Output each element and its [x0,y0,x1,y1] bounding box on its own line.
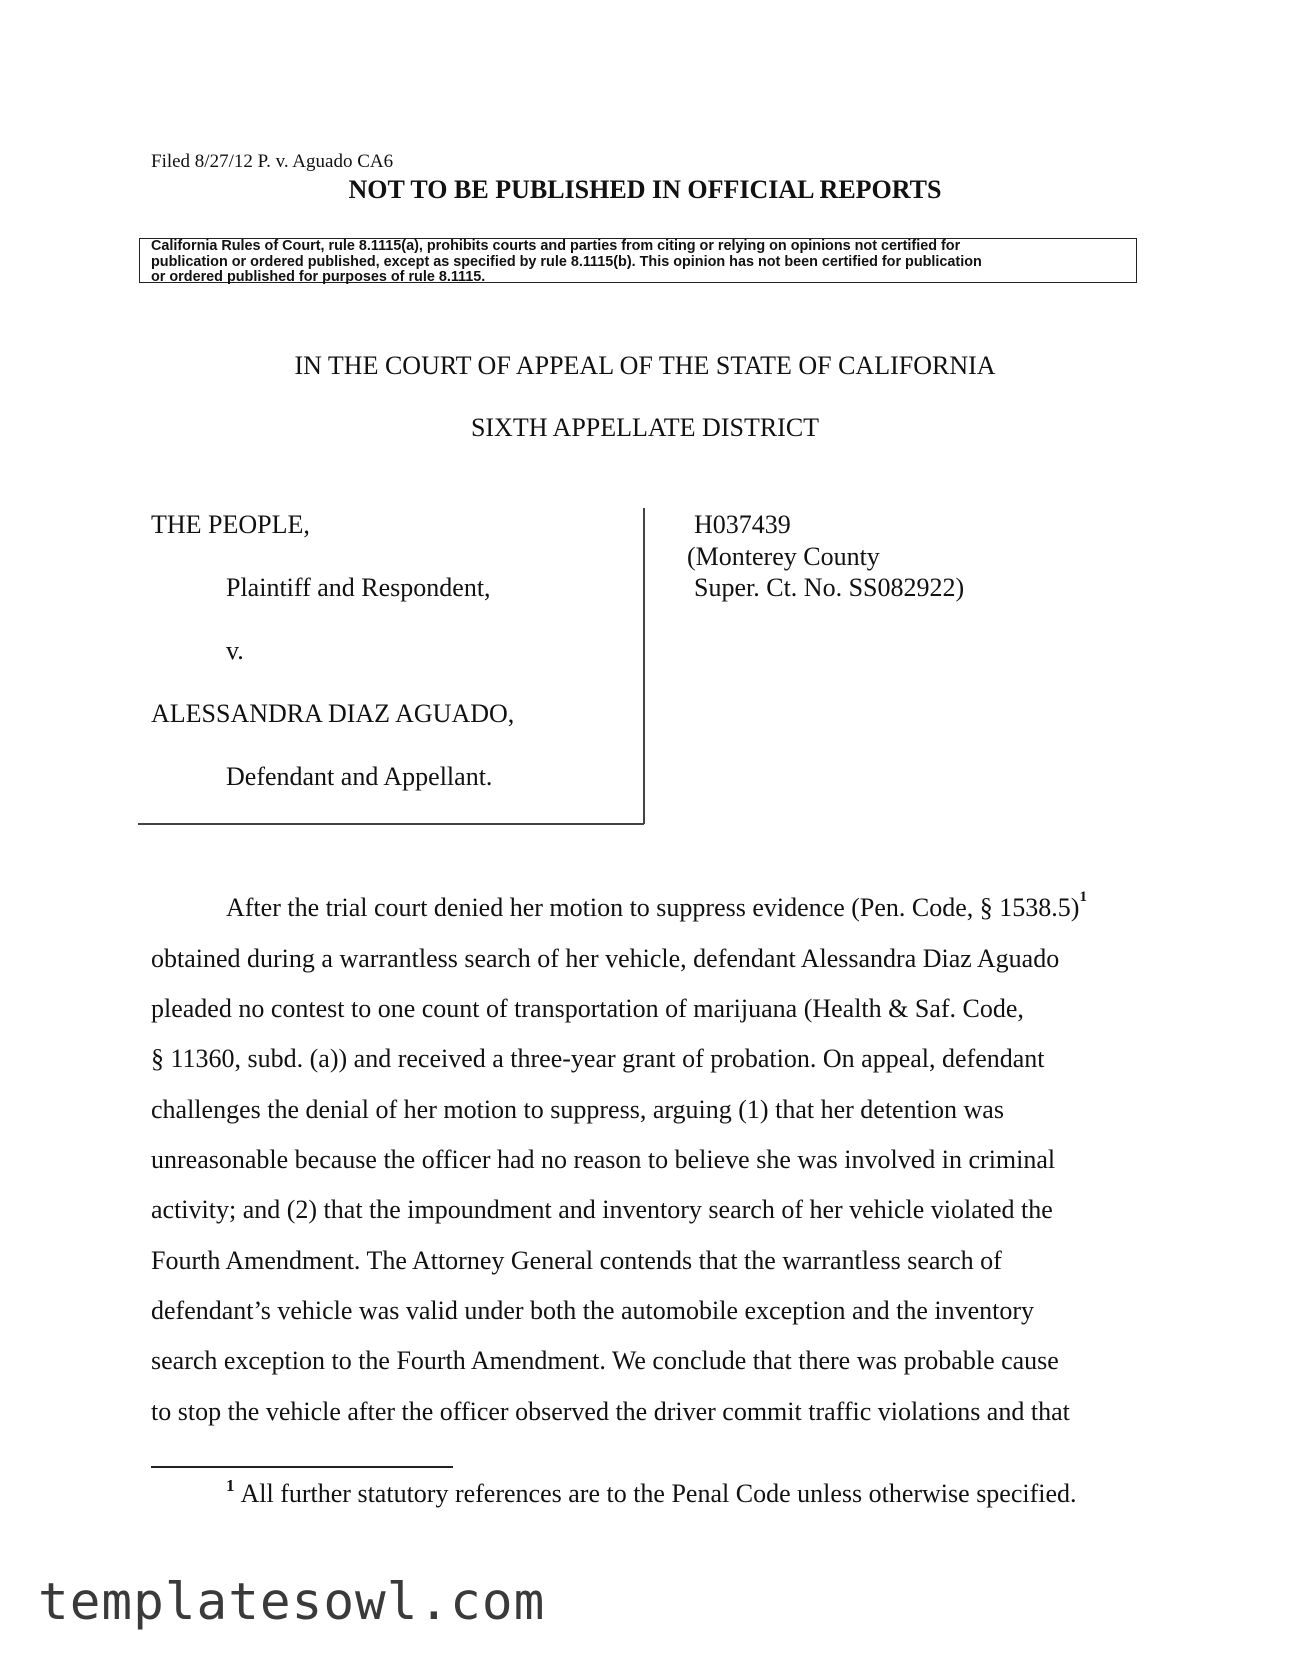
rule-notice-line: California Rules of Court, rule 8.1115(a), prohibits courts and parties from citing or relying on opinions not certified for [151,238,961,254]
rule-notice-line: or ordered published for purposes of rule 8.1115. [151,269,486,285]
body-line: defendant’s vehicle was valid under both the automobile exception and the inventory [151,1296,1035,1325]
county-line: (Monterey County [687,542,880,571]
court-name: IN THE COURT OF APPEAL OF THE STATE OF CALIFORNIA [294,351,996,380]
appellate-district: SIXTH APPELLATE DISTRICT [470,413,820,442]
footnote-reference: 1 [1079,889,1087,905]
body-line: to stop the vehicle after the officer observed the driver commit traffic violations and that [151,1397,1070,1426]
watermark: templatesowl.com [38,1573,546,1632]
body-line: Fourth Amendment. The Attorney General contends that the warrantless search of [151,1246,1002,1275]
body-line: pleaded no contest to one count of transportation of marijuana (Health & Saf. Code, [151,994,1024,1023]
plaintiff-role: Plaintiff and Respondent, [226,573,491,602]
defendant-role: Defendant and Appellant. [226,762,493,791]
defendant-name: ALESSANDRA DIAZ AGUADO, [151,699,515,728]
publication-status: NOT TO BE PUBLISHED IN OFFICIAL REPORTS [348,175,942,204]
body-line: § 11360, subd. (a)) and received a three-year grant of probation. On appeal, defendant [151,1044,1045,1073]
body-line: activity; and (2) that the impoundment and inventory search of her vehicle violated the [151,1195,1053,1224]
body-line: obtained during a warrantless search of her vehicle, defendant Alessandra Diaz Aguado [151,944,1060,973]
versus: v. [226,636,244,665]
case-number: H037439 [694,510,791,539]
footnote-text: All further statutory references are to the Penal Code unless otherwise specified. [240,1479,1077,1508]
body-line: search exception to the Fourth Amendment. We conclude that there was probable cause [151,1346,1059,1375]
body-line: challenges the denial of her motion to suppress, arguing (1) that her detention was [151,1095,1004,1124]
footnote [226,1476,1077,1509]
plaintiff-name: THE PEOPLE, [151,510,310,539]
caption-horizontal-divider [138,823,644,825]
body-line: unreasonable because the officer had no reason to believe she was involved in criminal [151,1145,1056,1174]
rule-notice-box [139,238,1137,283]
superior-court-number: Super. Ct. No. SS082922) [694,573,965,602]
rule-notice-line: publication or ordered published, except as specified by rule 8.1115(b). This opinion has not been certified for publication [151,253,982,270]
filed-line: Filed 8/27/12 P. v. Aguado CA6 [151,151,394,172]
footnote-marker: 1 [226,1476,235,1495]
footnote-separator [151,1466,453,1468]
body-line: After the trial court denied her motion to suppress evidence (Pen. Code, § 1538.5)$^1$ [226,889,1087,922]
caption-vertical-divider [643,508,645,824]
